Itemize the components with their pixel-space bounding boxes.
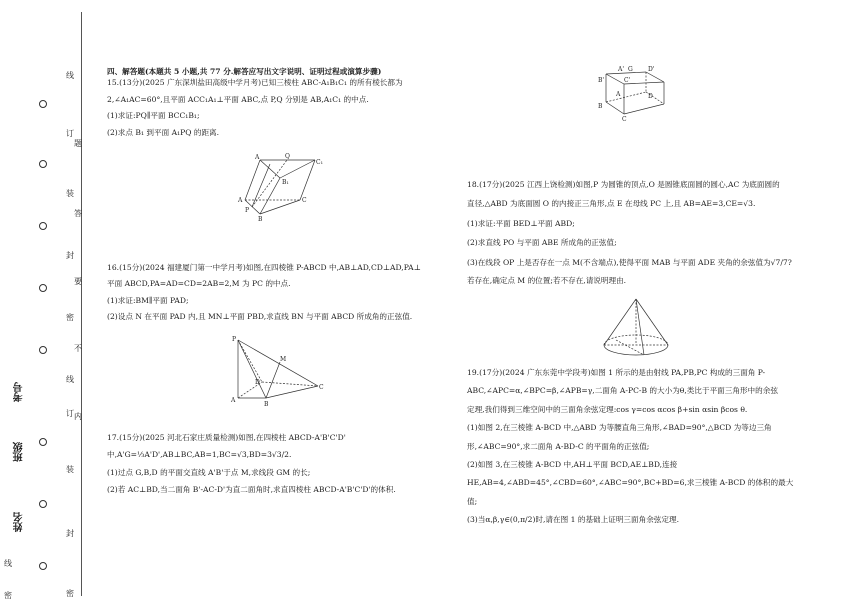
- fig-label: M: [280, 356, 287, 363]
- problem-line: (3)在线段 OP 上是否存在一点 M(不含端点),使得平面 MAB 与平面 ADE 夹角的余弦值为√7/7?: [467, 257, 792, 267]
- binding-circle: [39, 100, 47, 108]
- problem-line: 15.(13分)(2025 广东深圳盐田高级中学月考)已知三棱柱 ABC-A₁B₁C₁ 的所有棱长都为: [107, 78, 403, 88]
- fig-label: A: [231, 397, 236, 404]
- problem-line: (2)若 AC⊥BD,当二面角 B'-AC-D'为直二面角时,求直四棱柱 ABCD-A'B'C'D'的体积.: [107, 485, 396, 495]
- fig-label: Q: [285, 153, 290, 160]
- problem-line: 18.(17分)(2025 江西上饶检测)如图,P 为圆锥的顶点,O 是圆锥底面圆的圆心,AC 为底面圆的: [467, 180, 780, 189]
- fig-label: B: [258, 216, 263, 222]
- problem-line: (1)求证:PQ∥平面 BCC₁B₁;: [107, 111, 200, 121]
- binding-circle: [39, 160, 47, 168]
- binding-circle: [39, 222, 47, 230]
- margin-char: 装: [66, 189, 74, 198]
- problem-line: 若存在,确定点 M 的位置;若不存在,请说明理由.: [467, 276, 627, 286]
- fig-label: B: [598, 103, 603, 110]
- fig-label: B₁: [282, 179, 289, 186]
- problem-line: (2)求点 B₁ 到平面 A₁PQ 的距离.: [107, 127, 220, 137]
- margin-char: 线: [66, 375, 74, 384]
- binding-line: [81, 12, 82, 596]
- prism-figure-17: [596, 62, 668, 122]
- problem-line: HE,AB=4,∠ABD=45°,∠CBD=60°,∠ABC=90°,BC+BD=6,求三棱锥 A-BCD 的体积的最大: [467, 478, 794, 488]
- margin-char: 装: [66, 465, 74, 474]
- binding-circle: [39, 438, 47, 446]
- fig-label: D: [255, 379, 260, 386]
- class-label: 班级: [14, 442, 25, 462]
- problem-line: (3)当α,β,γ∈(0,π/2)时,请在图 1 的基础上证明三面角余弦定理.: [467, 515, 679, 525]
- problem-line: 17.(15分)(2025 河北石家庄质量检测)如图,在四棱柱 ABCD-A'B'C'D': [107, 433, 346, 442]
- margin-char: 线: [66, 71, 74, 80]
- margin-char: 要: [74, 277, 82, 286]
- fig-label: A: [255, 154, 260, 161]
- margin-char: 答: [74, 209, 82, 218]
- margin-char: 题: [74, 139, 82, 148]
- problem-line: 值;: [467, 496, 478, 506]
- fig-label: D: [648, 93, 653, 100]
- problem-line: ABC,∠APC=α,∠BPC=β,∠APB=γ,二面角 A-PC-B 的大小为θ,类比于平面三角形中的余弦: [467, 386, 778, 396]
- problem-line: 16.(15分)(2024 福建厦门第一中学月考)如图,在四棱锥 P-ABCD 中,AB⊥AD,CD⊥AD,PA⊥: [107, 263, 421, 272]
- fig-label: A: [616, 91, 621, 98]
- problem-line: 定理,我们得到三维空间中的三面角余弦定理:cos γ=cos αcos β+sin αsin βcos θ.: [467, 404, 748, 414]
- fig-label: G: [628, 66, 633, 73]
- fig-label: A': [618, 66, 624, 73]
- fig-label: P: [232, 336, 237, 343]
- margin-char: 内: [74, 412, 82, 421]
- problem-line: 形,∠ABC=90°,求二面角 A-BD-C 的平面角的正弦值;: [467, 441, 650, 451]
- section-title: 四、解答题(本题共 5 小题,共 77 分.解答应写出文字说明、证明过程或演算步骤): [107, 67, 382, 76]
- problem-line: (2)求直线 PO 与平面 ABE 所成角的正弦值;: [467, 238, 617, 248]
- problem-15: [107, 78, 447, 138]
- left-column: [107, 67, 447, 138]
- margin-char: 订: [66, 129, 74, 138]
- problem-line: (1)求证:平面 BED⊥平面 ABD;: [467, 218, 575, 228]
- fig-label: P: [245, 207, 250, 214]
- problem-17: [107, 433, 447, 496]
- problem-line: (1)过点 G,B,D 的平面交直线 A'B'于点 M,求线段 GM 的长;: [107, 467, 311, 477]
- margin-char: 订: [66, 409, 74, 418]
- problem-line: 19.(17分)(2024 广东东莞中学段考)如图 1 所示的是由射线 PA,PB,PC 构成的三面角 P-: [467, 368, 766, 377]
- fig-label: C₁: [316, 159, 323, 166]
- margin-char: 密: [66, 313, 74, 322]
- problem-line: (1)如图 2,在三棱锥 A-BCD 中,△ABD 为等腰直角三角形,∠BAD=90°,△BCD 为等边三角: [467, 423, 772, 433]
- problem-line: 平面 ABCD,PA=AD=CD=2AB=2,M 为 PC 的中点.: [107, 279, 291, 289]
- margin-char: 密: [66, 589, 74, 598]
- binding-circle: [39, 562, 47, 570]
- binding-circle: [39, 284, 47, 292]
- binding-circle: [39, 500, 47, 508]
- pyramid-figure-16: [228, 334, 328, 408]
- margin-char: 线: [4, 559, 12, 568]
- problem-line: 中,A'G=⅓A'D',AB⊥BC,AB=1,BC=√3,BD=3√3/2.: [107, 450, 292, 460]
- problem-19: [467, 368, 827, 526]
- fig-label: B': [598, 77, 605, 84]
- margin-char: 密: [4, 591, 12, 600]
- margin-char: 封: [66, 251, 74, 260]
- prism-figure-15: [230, 150, 330, 222]
- fig-label: C: [319, 384, 324, 391]
- fig-label: C: [302, 197, 307, 204]
- binding-circle: [39, 346, 47, 354]
- fig-label: B: [264, 401, 269, 408]
- fig-label: C': [624, 77, 631, 84]
- name-label: 姓名: [14, 512, 25, 532]
- fig-label: D': [648, 66, 655, 73]
- exam-number-label: 考号: [14, 382, 25, 402]
- problem-16: [107, 263, 447, 323]
- fig-label: A: [238, 197, 243, 204]
- problem-line: 2,∠A₁AC=60°,且平面 ACC₁A₁⊥平面 ABC,点 P,Q 分别是 AB,A₁C₁ 的中点.: [107, 94, 369, 104]
- fig-label: C: [622, 116, 627, 122]
- problem-line: (2)如图 3,在三棱锥 A-BCD 中,AH⊥平面 BCD,AE⊥BD,连接: [467, 460, 678, 470]
- margin-char: 不: [74, 344, 82, 353]
- problem-line: (2)设点 N 在平面 PAD 内,且 MN⊥平面 PBD,求直线 BN 与平面 ABCD 所成角的正弦值.: [107, 312, 413, 322]
- cone-figure-18: [596, 295, 676, 361]
- problem-line: 直径,△ABD 为底面圆 O 的内接正三角形,点 E 在母线 PC 上,且 AB=AE=3,CE=√3.: [467, 199, 756, 209]
- margin-char: 封: [66, 529, 74, 538]
- problem-line: (1)求证:BM∥平面 PAD;: [107, 295, 189, 305]
- problem-18: [467, 180, 827, 286]
- binding-margin: [0, 0, 82, 608]
